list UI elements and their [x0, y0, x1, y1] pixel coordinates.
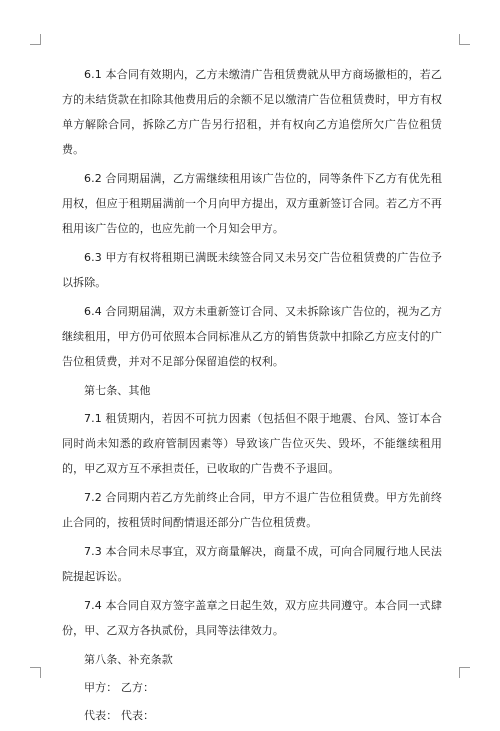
article-8-heading: 第八条、补充条款 — [84, 653, 173, 666]
crop-mark-bottom-right — [459, 667, 470, 678]
clause-6-1: 6.1 本合同有效期内，乙方未缴清广告租赁费就从甲方商场撤柜的，若乙方的未结货款在扣除其他费用后的余额不足以缴清广告位租赁费时，甲方有权单方解除合同，拆除乙方广告另行招租，并有权向乙方追偿所欠广告位租赁费。 — [62, 68, 442, 156]
clause-6-3: 6.3 甲方有权将租期已满既未续签合同又未另交广告位租赁费的广告位予以拆除。 — [62, 251, 442, 289]
clause-6-4: 6.4 合同期届满，双方未重新签订合同、又未拆除该广告位的，视为乙方继续租用，甲方仍可依照本合同标准从乙方的销售货款中扣除乙方应支付的广告位租赁费，并对不足部分保留追偿的权利。 — [62, 305, 442, 368]
document-body — [62, 62, 442, 731]
clause-7-3: 7.3 本合同未尽事宜，双方商量解决，商量不成，可向合同履行地人民法院提起诉讼。 — [62, 545, 442, 583]
clause-7-4: 7.4 本合同自双方签字盖章之日起生效，双方应共同遵守。本合同一式肆份，甲、乙双方各执贰份，具同等法律效力。 — [62, 599, 442, 637]
clause-6-2: 6.2 合同期届满，乙方需继续租用该广告位的，同等条件下乙方有优先租用权，但应于租期届满前一个月向甲方提出，双方重新签订合同。若乙方不再租用该广告位的，也应先前一个月知会甲方。 — [62, 172, 442, 235]
representative-signature-line: 代表： 代表： — [84, 709, 155, 722]
clause-7-1: 7.1 租赁期内，若因不可抗力因素（包括但不限于地震、台风、签订本合同时尚未知悉的政府管制因素等）导致该广告位灭失、毁坏，不能继续租用的，甲乙双方互不承担责任，已收取的广告费不予退回。 — [62, 412, 442, 475]
article-7-heading: 第七条、其他 — [84, 384, 151, 397]
crop-mark-top-right — [459, 34, 470, 45]
clause-7-2: 7.2 合同期内若乙方先前终止合同，甲方不退广告位租赁费。甲方先前终止合同的，按租赁时间酌情退还部分广告位租赁费。 — [62, 491, 442, 529]
crop-mark-top-left — [30, 34, 41, 45]
party-signature-line: 甲方： 乙方： — [84, 681, 155, 694]
crop-mark-bottom-left — [30, 667, 41, 678]
